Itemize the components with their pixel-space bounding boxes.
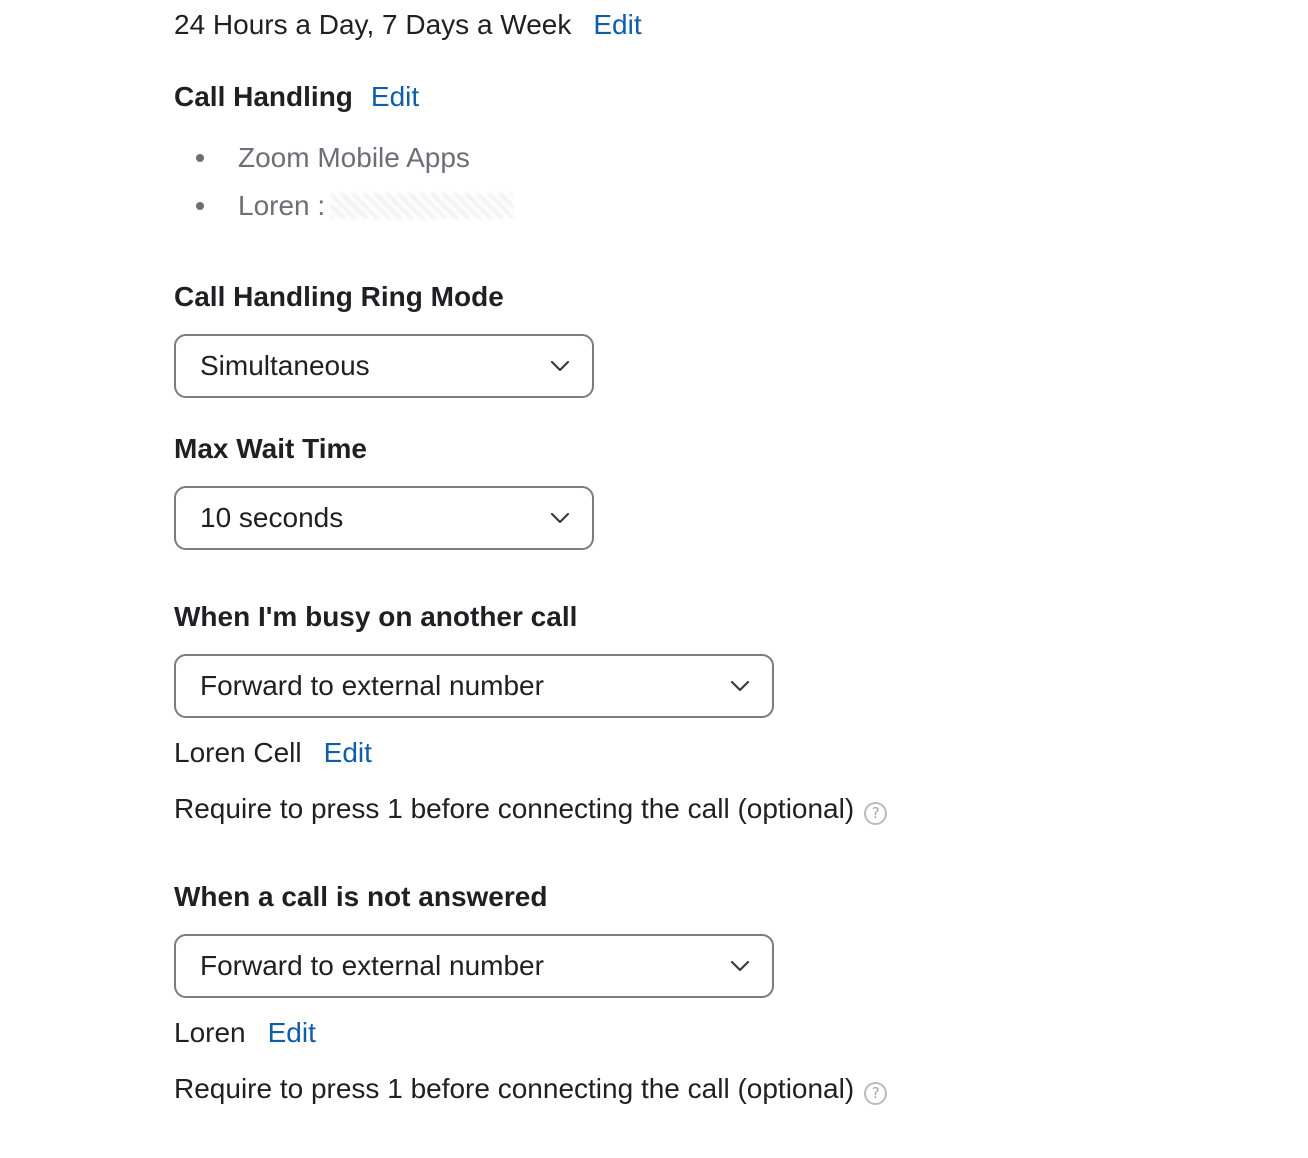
not-answered-forward-edit-link[interactable]: Edit [267, 1017, 316, 1048]
list-item [196, 134, 513, 182]
not-answered-require-press-row [174, 1072, 887, 1106]
busy-require-press-row [174, 792, 887, 826]
busy-call-selected-value: Forward to external number [200, 670, 544, 701]
call-handling-list [196, 134, 513, 230]
chevron-down-icon [730, 960, 750, 972]
busy-call-title: When I'm busy on another call [174, 601, 578, 632]
max-wait-select[interactable] [174, 486, 594, 550]
question-circle-icon[interactable]: ? [864, 1082, 887, 1105]
chevron-down-icon [550, 360, 570, 372]
question-circle-icon[interactable]: ? [864, 802, 887, 825]
bullet-icon [196, 154, 204, 162]
not-answered-selected-value: Forward to external number [200, 950, 544, 981]
not-answered-forward-target-row [174, 1016, 316, 1050]
call-handling-header [174, 80, 419, 114]
business-hours-row [174, 8, 642, 42]
ring-mode-title: Call Handling Ring Mode [174, 281, 504, 312]
not-answered-require-press-text: Require to press 1 before connecting the call (optional) [174, 1073, 855, 1104]
business-hours-edit-link[interactable]: Edit [593, 9, 642, 40]
busy-require-press-text: Require to press 1 before connecting the call (optional) [174, 793, 855, 824]
max-wait-selected-value: 10 seconds [200, 502, 344, 533]
call-handling-item-label: Zoom Mobile Apps [238, 142, 470, 173]
chevron-down-icon [730, 680, 750, 692]
bullet-icon [196, 202, 204, 210]
not-answered-title: When a call is not answered [174, 881, 548, 912]
busy-call-action-select[interactable] [174, 654, 774, 718]
ring-mode-selected-value: Simultaneous [200, 350, 370, 381]
chevron-down-icon [550, 512, 570, 524]
call-handling-title: Call Handling [174, 81, 353, 112]
ring-mode-select[interactable] [174, 334, 594, 398]
call-handling-edit-link[interactable]: Edit [370, 81, 420, 112]
business-hours-text: 24 Hours a Day, 7 Days a Week [174, 9, 572, 40]
not-answered-action-select[interactable] [174, 934, 774, 998]
busy-forward-edit-link[interactable]: Edit [323, 737, 372, 768]
redacted-phone-number [331, 193, 513, 219]
not-answered-forward-target: Loren [174, 1017, 246, 1048]
list-item [196, 182, 513, 230]
call-handling-item-label: Loren : [238, 190, 326, 221]
busy-forward-target-row [174, 736, 372, 770]
busy-forward-target: Loren Cell [174, 737, 302, 768]
max-wait-title: Max Wait Time [174, 433, 367, 464]
